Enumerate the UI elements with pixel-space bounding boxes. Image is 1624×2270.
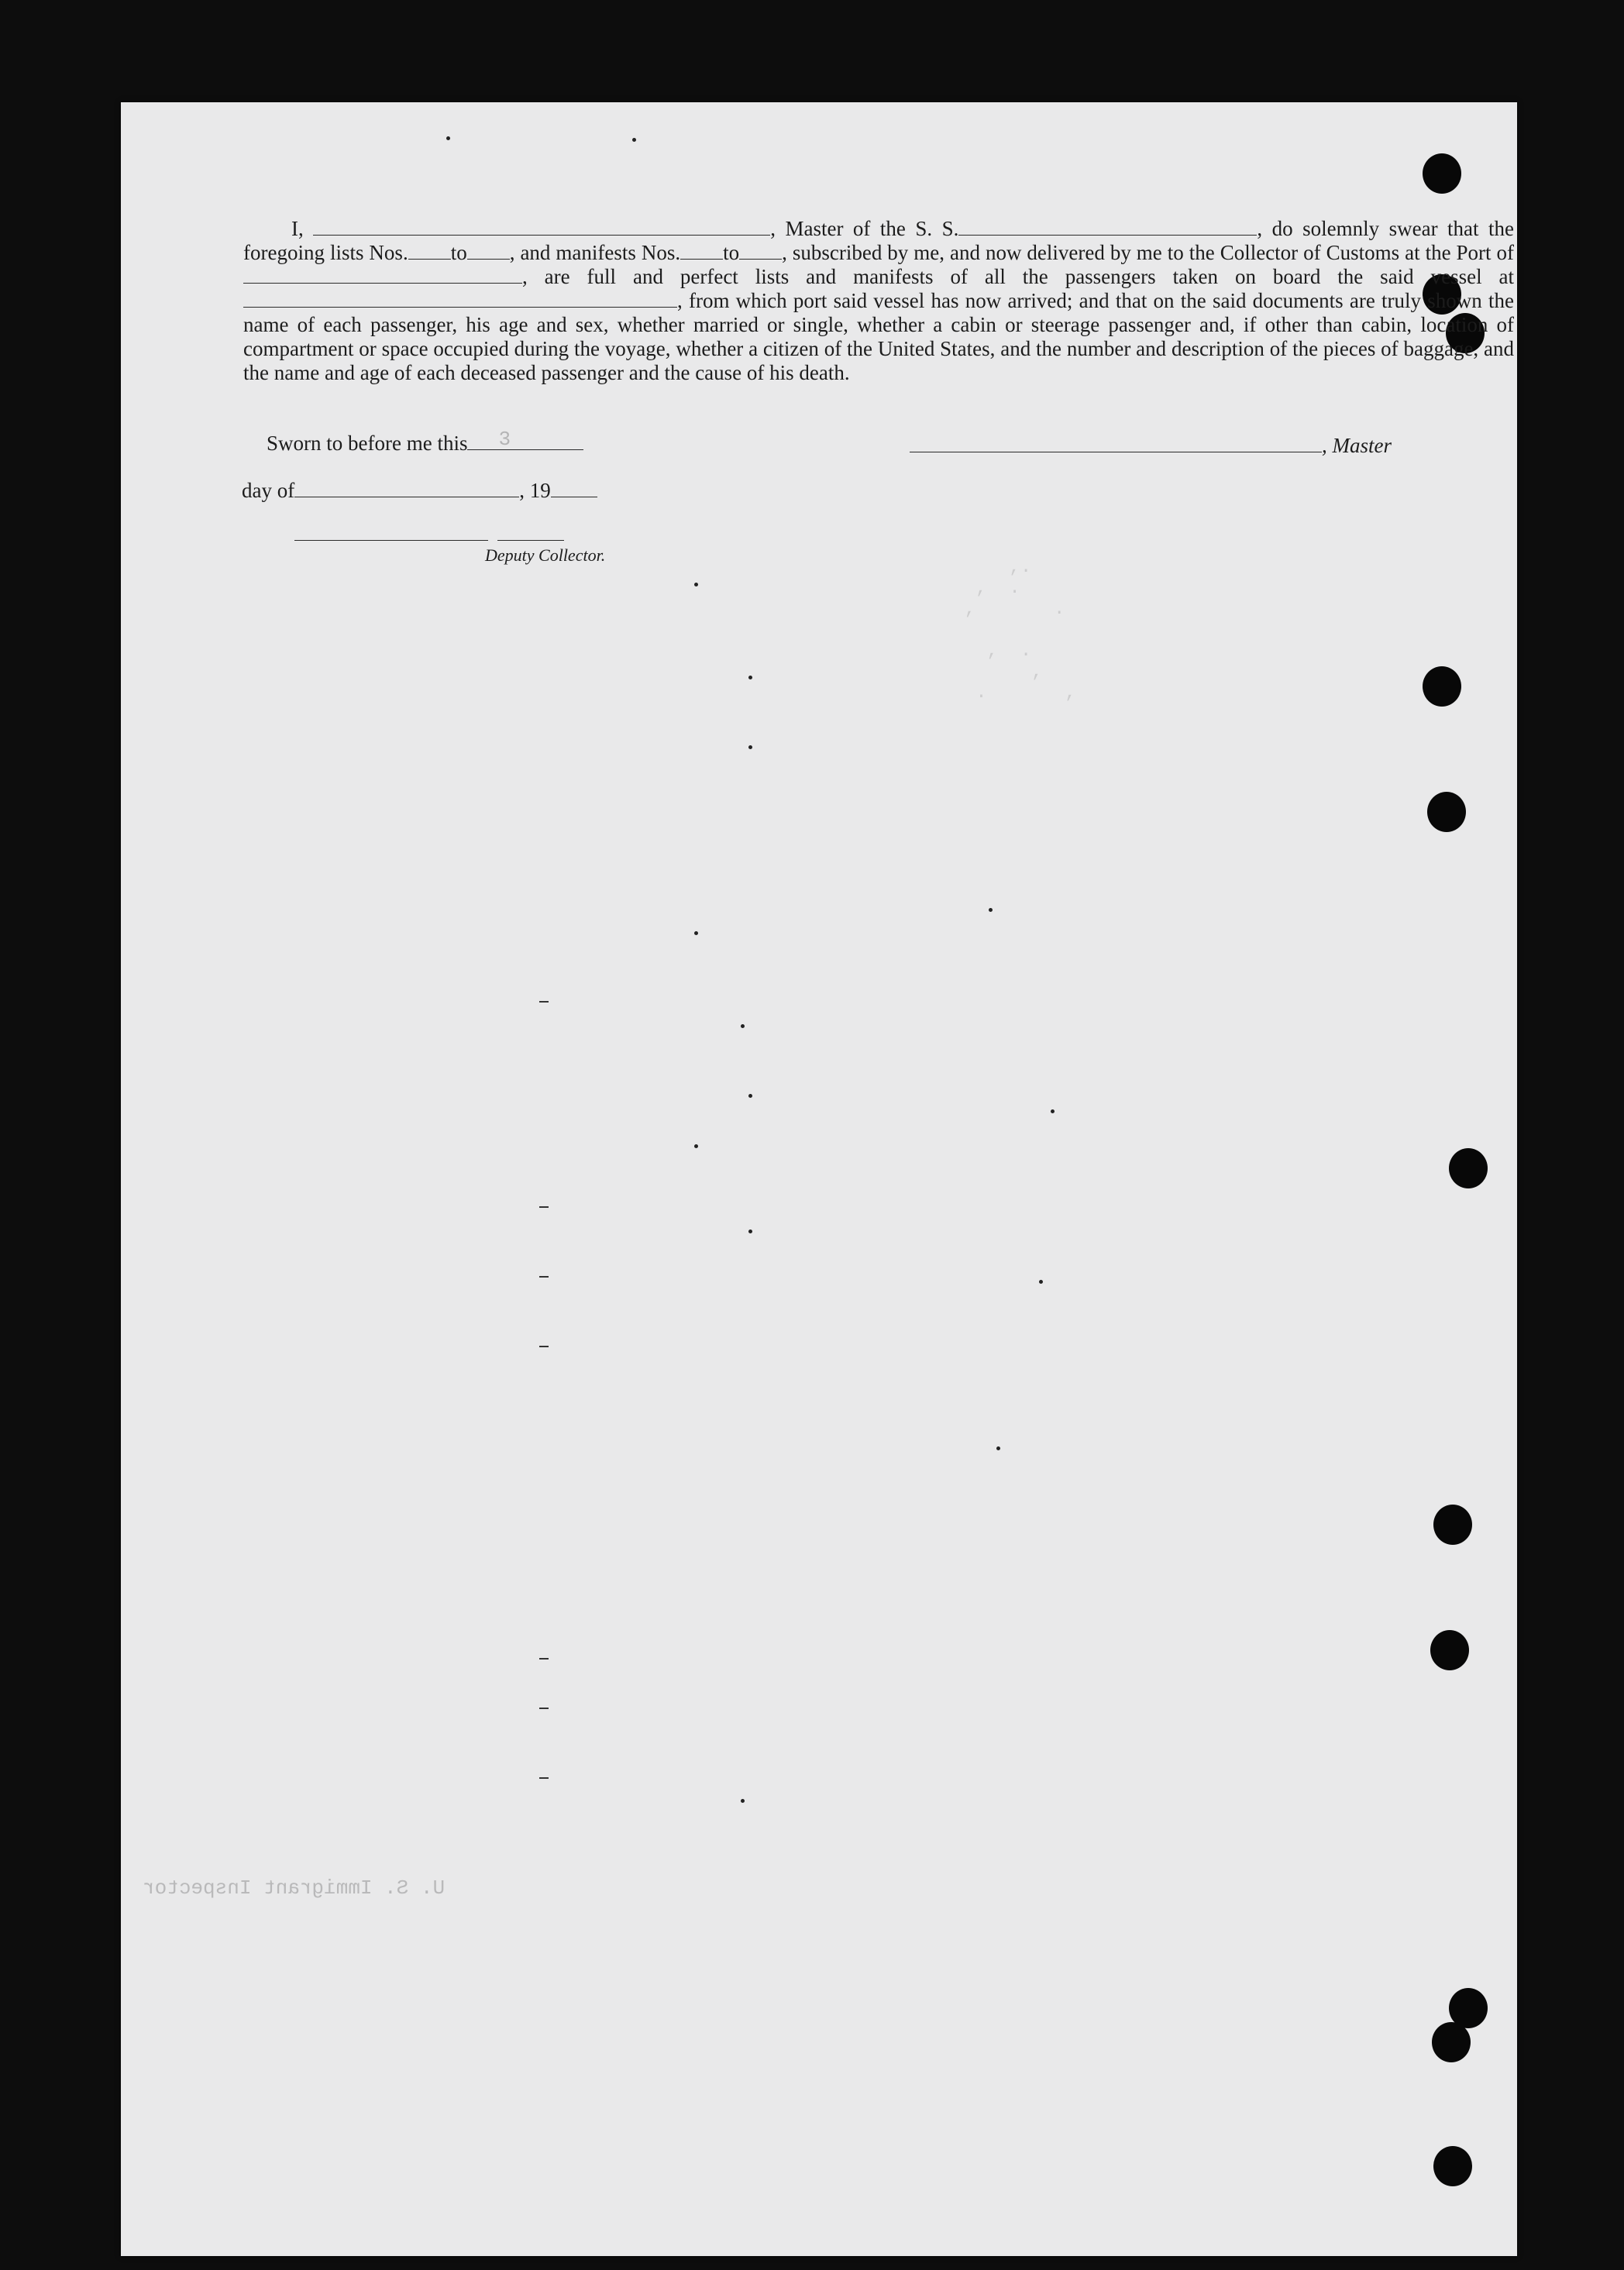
list-from-blank xyxy=(408,243,451,260)
mark xyxy=(1051,1109,1055,1113)
mark xyxy=(694,1144,698,1148)
mark xyxy=(694,931,698,935)
mark xyxy=(539,1658,549,1660)
mark xyxy=(1039,1280,1043,1284)
deputy-signature-blank xyxy=(294,540,488,541)
mark xyxy=(539,1777,549,1779)
mark xyxy=(539,1708,549,1709)
bleed-through-text: ,. , . , . , . , . , xyxy=(964,557,1076,703)
mark xyxy=(694,583,698,586)
punch-hole xyxy=(1427,792,1466,832)
oath-text-4: , subscribed by me, and now delivered by me to the Collector of Customs at the Port of xyxy=(782,241,1514,264)
oath-text-1: , Master of the S. S. xyxy=(770,217,959,240)
sworn-day-blank xyxy=(467,428,583,451)
sworn-text: Sworn to before me this xyxy=(267,432,468,455)
deputy-collector-label: Deputy Collector. xyxy=(485,545,606,565)
punch-hole xyxy=(1449,1148,1488,1188)
mark xyxy=(446,136,450,140)
mark xyxy=(539,1001,549,1003)
punch-hole xyxy=(1423,666,1461,707)
punch-hole xyxy=(1432,2022,1471,2062)
year-prefix: , 19 xyxy=(519,479,551,502)
oath-to-2: to xyxy=(723,241,740,264)
oath-pronoun: I, xyxy=(291,217,304,240)
deputy-signature-blank-2 xyxy=(497,540,564,541)
mark xyxy=(996,1446,1000,1450)
punch-hole xyxy=(1423,153,1461,194)
bleed-through-stamp: U. S. Immigrant Inspector xyxy=(143,1876,446,1900)
mark xyxy=(748,745,752,749)
mark xyxy=(539,1346,549,1347)
port-blank xyxy=(243,267,522,284)
mark xyxy=(632,138,636,142)
oath-text-2: , do solemnly swear that the foregoing lists Nos. xyxy=(243,217,1514,264)
list-to-blank xyxy=(467,243,510,260)
mark xyxy=(748,1230,752,1233)
mark xyxy=(539,1206,549,1208)
manifest-from-blank xyxy=(680,243,723,260)
day-of-text: day of xyxy=(242,479,295,502)
oath-paragraph xyxy=(243,217,1514,385)
punch-hole xyxy=(1433,2146,1472,2186)
day-of-line xyxy=(242,479,597,503)
mark xyxy=(748,1094,752,1098)
sworn-day-value: 3 xyxy=(498,428,511,451)
oath-text-6: , from which port said vessel has now arrived; and that on the said documents are truly shown the name of each passenger, his age and sex, whether married or single, whether a cabin or steerage passenger and, if other than cabin, location of compartment or space occupied during the voyage, whether a citizen of the United States, and the number and description of the pieces of baggage, and the name and age of each deceased passenger and the cause of his death. xyxy=(243,289,1514,384)
document-page xyxy=(121,102,1517,2256)
mark xyxy=(741,1024,745,1028)
master-signature-blank xyxy=(910,435,1322,452)
month-blank xyxy=(294,480,519,497)
oath-text-3: , and manifests Nos. xyxy=(509,241,681,264)
mark xyxy=(989,908,993,912)
master-name-blank xyxy=(313,219,770,236)
master-signature-line xyxy=(910,434,1392,458)
mark xyxy=(741,1799,745,1803)
mark xyxy=(748,676,752,679)
year-blank xyxy=(551,480,597,497)
sworn-line xyxy=(267,428,583,456)
ship-name-blank xyxy=(958,219,1257,236)
punch-hole xyxy=(1430,1630,1469,1670)
oath-text-5: , are full and perfect lists and manifests of all the passengers taken on board the said vessel at xyxy=(522,265,1514,288)
master-label: , Master xyxy=(1322,434,1392,457)
oath-to-1: to xyxy=(450,241,467,264)
departure-port-blank xyxy=(243,291,677,308)
punch-hole xyxy=(1433,1505,1472,1545)
manifest-to-blank xyxy=(739,243,782,260)
mark xyxy=(539,1276,549,1278)
